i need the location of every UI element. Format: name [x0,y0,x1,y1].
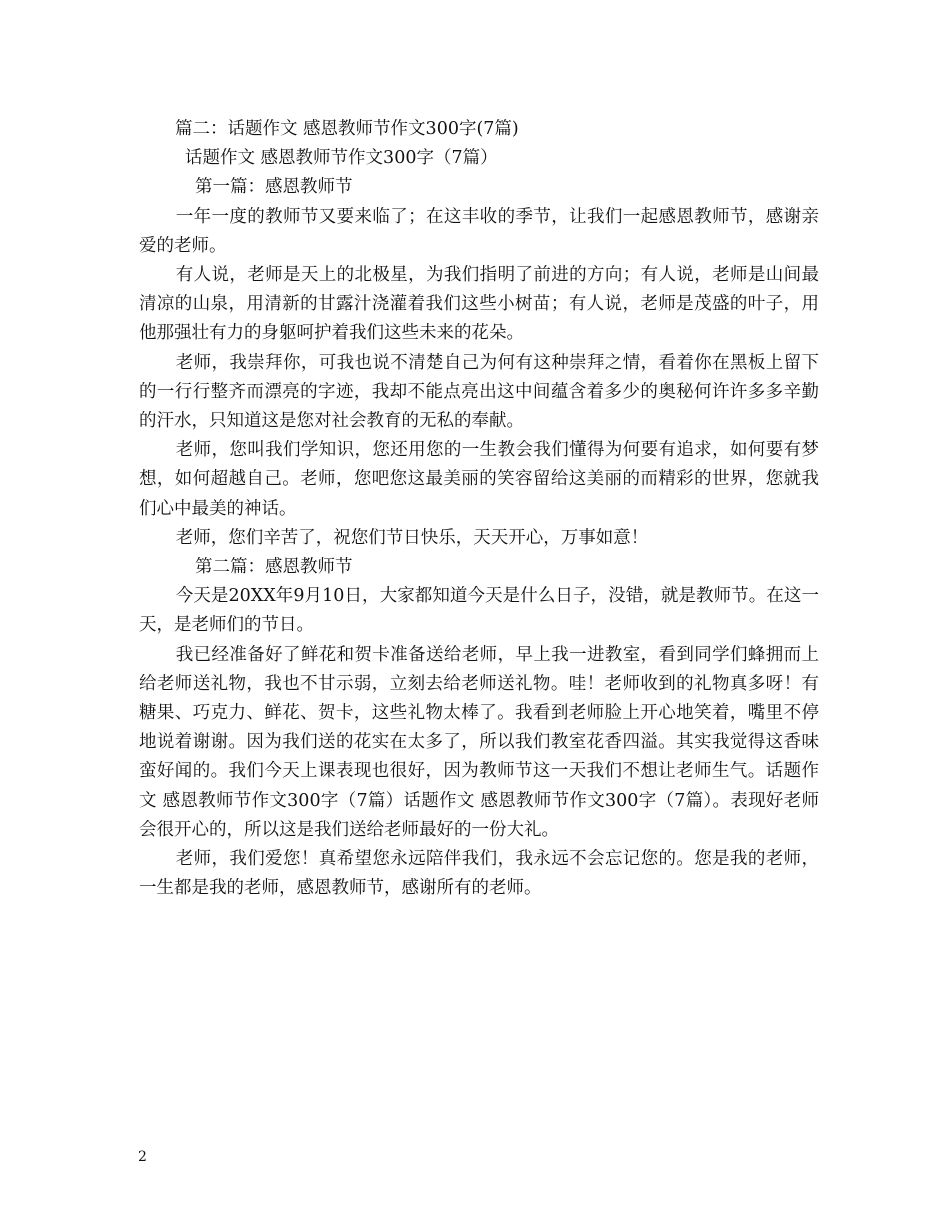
paragraph-4: 老师，您叫我们学知识，您还用您的一生教会我们懂得为何要有追求，如何要有梦想，如何超越自己。老师，您吧您这最美丽的笑容留给这美丽的而精彩的世界，您就我们心中最美的神话。 [139,440,819,519]
paragraph-7: 我已经准备好了鲜花和贺卡准备送给老师，早上我一进教室，看到同学们蜂拥而上给老师送礼物，我也不甘示弱，立刻去给老师送礼物。哇！老师收到的礼物真多呀！有糖果、巧克力、鲜花、贺卡，这些礼物太棒了。我看到老师脸上开心地笑着，嘴里不停地说着谢谢。因为我们送的花实在太多了，所以我们教室花香四溢。其实我觉得这香味蛮好闻的。我们今天上课表现也很好，因为教师节这一天我们不想让老师生气。话题作文 感恩教师节作文300字（7篇）话题作文 感恩教师节作文300字（7篇）。表现好老师会很开心的，所以这是我们送给老师最好的一份大礼。 [139,644,819,840]
paragraph-6: 今天是20XX年9月10日，大家都知道今天是什么日子，没错，就是教师节。在这一天，是老师们的节日。 [139,586,819,636]
paragraph-1: 一年一度的教师节又要来临了；在这丰收的季节，让我们一起感恩教师节，感谢亲爱的老师。 [139,206,819,256]
paragraph-8: 老师，我们爱您！真希望您永远陪伴我们，我永远不会忘记您的。您是我的老师，一生都是我的老师，感恩教师节，感谢所有的老师。 [139,849,819,899]
document-body [139,115,819,903]
document-subtitle: 话题作文 感恩教师节作文300字（7篇） [185,148,498,169]
paragraph-3: 老师，我崇拜你，可我也说不清楚自己为何有这种崇拜之情，看着你在黑板上留下的一行行整齐而漂亮的字迹，我却不能点亮出这中间蕴含着多少的奥秘何许许多多辛勤的汗水，只知道这是您对社会教育的无私的奉献。 [139,352,819,432]
paragraph-2: 有人说，老师是天上的北极星，为我们指明了前进的方向；有人说，老师是山间最清凉的山泉，用清新的甘露汁浇灌着我们这些小树苗；有人说，老师是茂盛的叶子，用他那强壮有力的身躯呵护着我们这些未来的花朵。 [139,265,819,344]
document-title: 篇二：话题作文 感恩教师节作文300字(7篇) [175,119,519,139]
paragraph-5: 老师，您们辛苦了，祝您们节日快乐，天天开心，万事如意！ [175,527,649,548]
section-1-heading: 第一篇：感恩教师节 [195,177,353,198]
page-number: 2 [138,1149,147,1165]
section-2-heading: 第二篇：感恩教师节 [195,557,353,578]
